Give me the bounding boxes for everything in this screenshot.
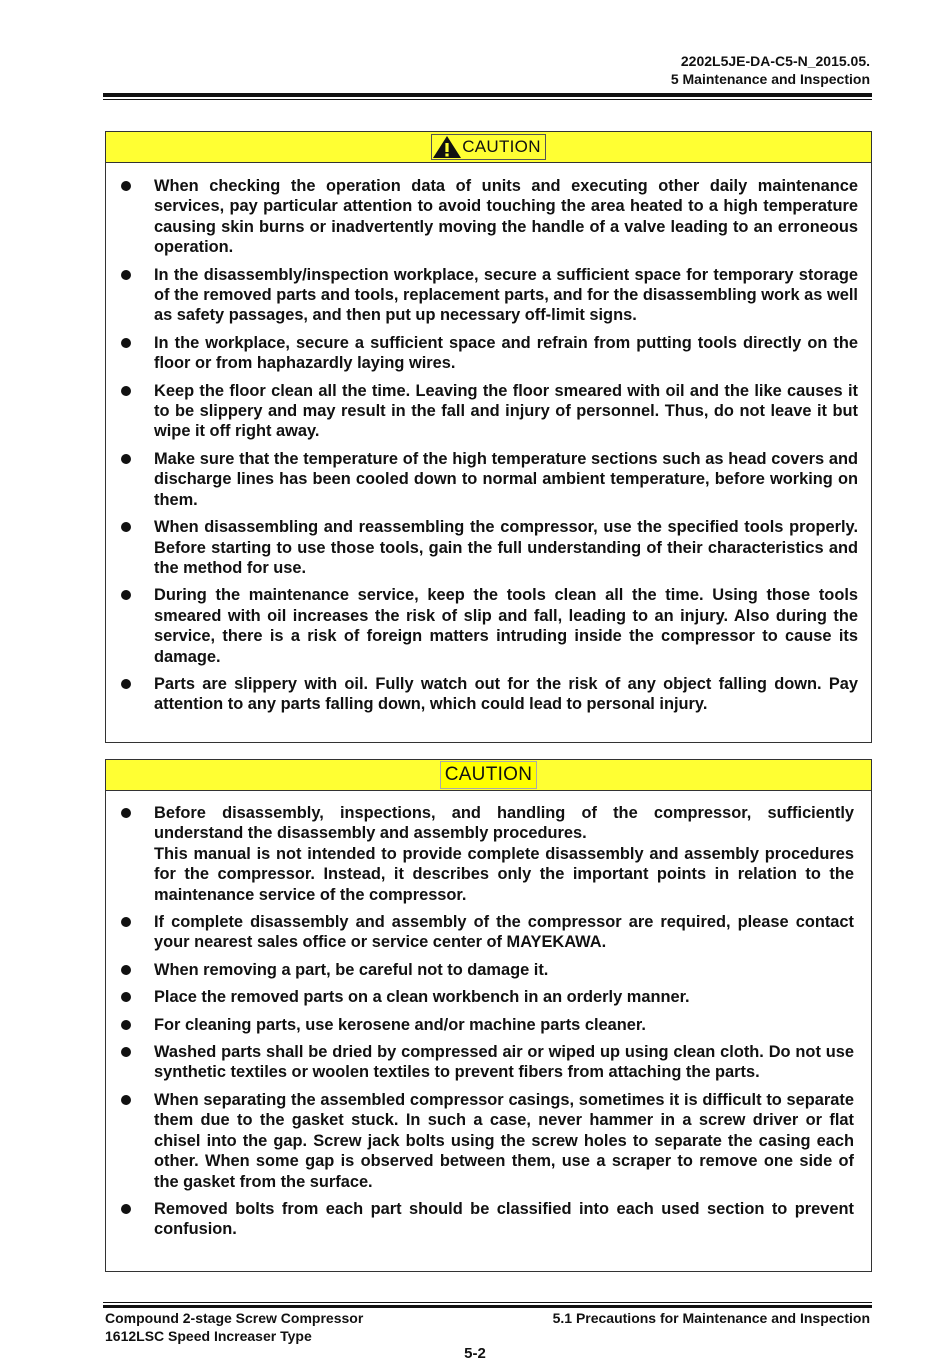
caution-sign-1 xyxy=(431,134,546,160)
list-item: Place the removed parts on a clean workbench in an orderly manner. xyxy=(106,987,871,1007)
bullet-icon xyxy=(121,338,131,348)
caution-label-1: CAUTION xyxy=(462,137,541,156)
product-type: 1612LSC Speed Increaser Type xyxy=(105,1328,312,1344)
list-item: During the maintenance service, keep the tools clean all the time. Using those tools smeared with oil increases the risk of slip and fall, leading to an injury. Also during the service, there is a risk of foreign matters intruding inside the compressor to cause its damage. xyxy=(106,585,871,667)
caution-list-2 xyxy=(106,803,871,1247)
list-item: Washed parts shall be dried by compressed air or wiped up using clean cloth. Do not use synthetic textiles or woolen textiles to prevent fibers from attaching the parts. xyxy=(106,1042,871,1083)
list-item: In the workplace, secure a sufficient space and refrain from putting tools directly on the floor or from haphazardly laying wires. xyxy=(106,333,871,374)
header-rule-thin xyxy=(103,99,872,100)
list-item: Parts are slippery with oil. Fully watch out for the risk of any object falling down. Pay attention to any parts falling down, which could lead to personal injury. xyxy=(106,674,871,715)
bullet-icon xyxy=(121,679,131,689)
footer-rule-thin xyxy=(103,1302,872,1303)
bullet-icon xyxy=(121,386,131,396)
bullet-icon xyxy=(121,454,131,464)
list-item: Keep the floor clean all the time. Leaving the floor smeared with oil and the like causes it to be slippery and may result in the fall and injury of personnel. Thus, do not leave it but wipe it off right away. xyxy=(106,381,871,442)
list-item: In the disassembly/inspection workplace, secure a sufficient space for temporary storage of the removed parts and tools, replacement parts, and for the disassembling work as well as safety passages, and then put up necessary off-limit signs. xyxy=(106,265,871,326)
header-section: 5 Maintenance and Inspection xyxy=(670,71,870,87)
bullet-icon xyxy=(121,522,131,532)
product-name: Compound 2-stage Screw Compressor xyxy=(105,1310,364,1326)
list-item: For cleaning parts, use kerosene and/or machine parts cleaner. xyxy=(106,1015,871,1035)
list-item: Removed bolts from each part should be classified into each used section to prevent confusion. xyxy=(106,1199,871,1240)
list-item: If complete disassembly and assembly of the compressor are required, please contact your nearest sales office or service center of MAYEKAWA. xyxy=(106,912,871,953)
bullet-icon xyxy=(121,1047,131,1057)
doc-id: 2202L5JE-DA-C5-N_2015.05. xyxy=(680,53,870,69)
caution-box-1 xyxy=(105,131,872,743)
bullet-icon xyxy=(121,992,131,1002)
caution-label-2: CAUTION xyxy=(444,764,533,785)
bullet-icon xyxy=(121,1020,131,1030)
page-number: 5-2 xyxy=(464,1345,486,1362)
list-item: When removing a part, be careful not to damage it. xyxy=(106,960,871,980)
header-rule xyxy=(103,93,872,97)
bullet-icon xyxy=(121,808,131,818)
caution-banner-1 xyxy=(106,132,871,163)
bullet-icon xyxy=(121,1095,131,1105)
page-header xyxy=(671,52,870,88)
list-item: Make sure that the temperature of the high temperature sections such as head covers and discharge lines has been cooled down to normal ambient temperature, before working on them. xyxy=(106,449,871,510)
caution-list-1 xyxy=(106,176,871,722)
bullet-icon xyxy=(121,590,131,600)
list-item: When checking the operation data of units and executing other daily maintenance services, pay particular attention to avoid touching the area heated to a high temperature causing skin burns or inadvertently moving the handle of a valve leading to an erroneous operation. xyxy=(106,176,871,258)
list-item: When separating the assembled compressor casings, sometimes it is difficult to separate them due to the gasket stuck. In such a case, never hammer in a screw driver or flat chisel into the gap. Screw jack bolts using the screw holes to separate the casing each other. When some gap is observed between them, use a scraper to remove one side of the gasket from the surface. xyxy=(106,1090,871,1192)
bullet-icon xyxy=(121,965,131,975)
bullet-icon xyxy=(121,181,131,191)
bullet-icon xyxy=(121,1204,131,1214)
footer-rule xyxy=(103,1305,872,1308)
footer-section-title: 5.1 Precautions for Maintenance and Inspection xyxy=(552,1310,870,1326)
caution-banner-2 xyxy=(106,760,871,791)
caution-box-2 xyxy=(105,759,872,1272)
list-item: Before disassembly, inspections, and handling of the compressor, sufficiently understand the disassembly and assembly procedures. This manual is not intended to provide complete disassembly and assembly procedures for the compressor. Instead, it describes only the important points in relation to the maintenance service of the compressor. xyxy=(106,803,871,905)
caution-sign-2 xyxy=(440,761,538,789)
footer-product xyxy=(105,1309,363,1345)
bullet-icon xyxy=(121,270,131,280)
bullet-icon xyxy=(121,917,131,927)
list-item: When disassembling and reassembling the compressor, use the specified tools properly. Before starting to use those tools, gain the full understanding of their characteristics and the method for use. xyxy=(106,517,871,578)
warning-triangle-icon xyxy=(432,135,462,159)
